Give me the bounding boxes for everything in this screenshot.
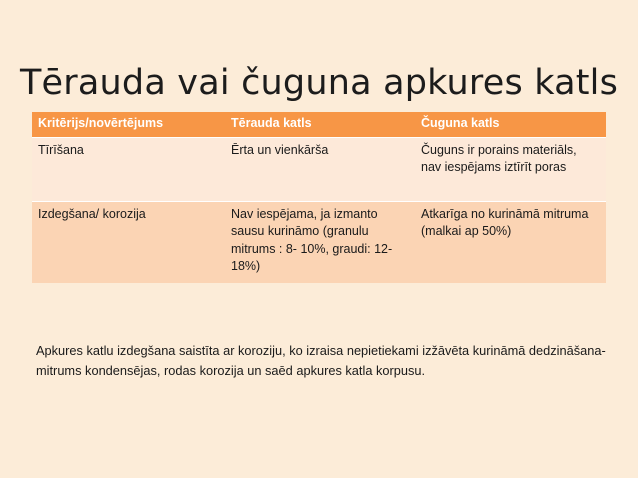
explanation-note: Apkures katlu izdegšana saistīta ar koroziju, ko izraisa nepietiekami izžāvēta kurināmā dedzināšana- mitrums kondensējas, rodas korozija un saēd apkures katla korpusu. xyxy=(36,342,606,378)
cell-steel: Nav iespējama, ja izmanto sausu kurināmo (granulu mitrums : 8- 10%, graudi: 12- 18%) xyxy=(225,201,415,283)
header-cast-iron-boiler: Čuguna katls xyxy=(415,112,606,137)
comparison-table xyxy=(32,112,606,283)
cell-criterion: Tīrīšana xyxy=(32,137,225,201)
table-row xyxy=(32,201,606,283)
cell-cast-iron: Čuguns ir porains materiāls, nav iespējams iztīrīt poras xyxy=(415,137,606,201)
cell-cast-iron: Atkarīga no kurināmā mitruma (malkai ap 50%) xyxy=(415,201,606,283)
cell-criterion: Izdegšana/ korozija xyxy=(32,201,225,283)
cell-steel: Ērta un vienkārša xyxy=(225,137,415,201)
table-header-row xyxy=(32,112,606,137)
slide-title: Tērauda vai čuguna apkures katls xyxy=(19,63,619,104)
header-criterion: Kritērijs/novērtējums xyxy=(32,112,225,137)
table-row xyxy=(32,137,606,201)
header-steel-boiler: Tērauda katls xyxy=(225,112,415,137)
